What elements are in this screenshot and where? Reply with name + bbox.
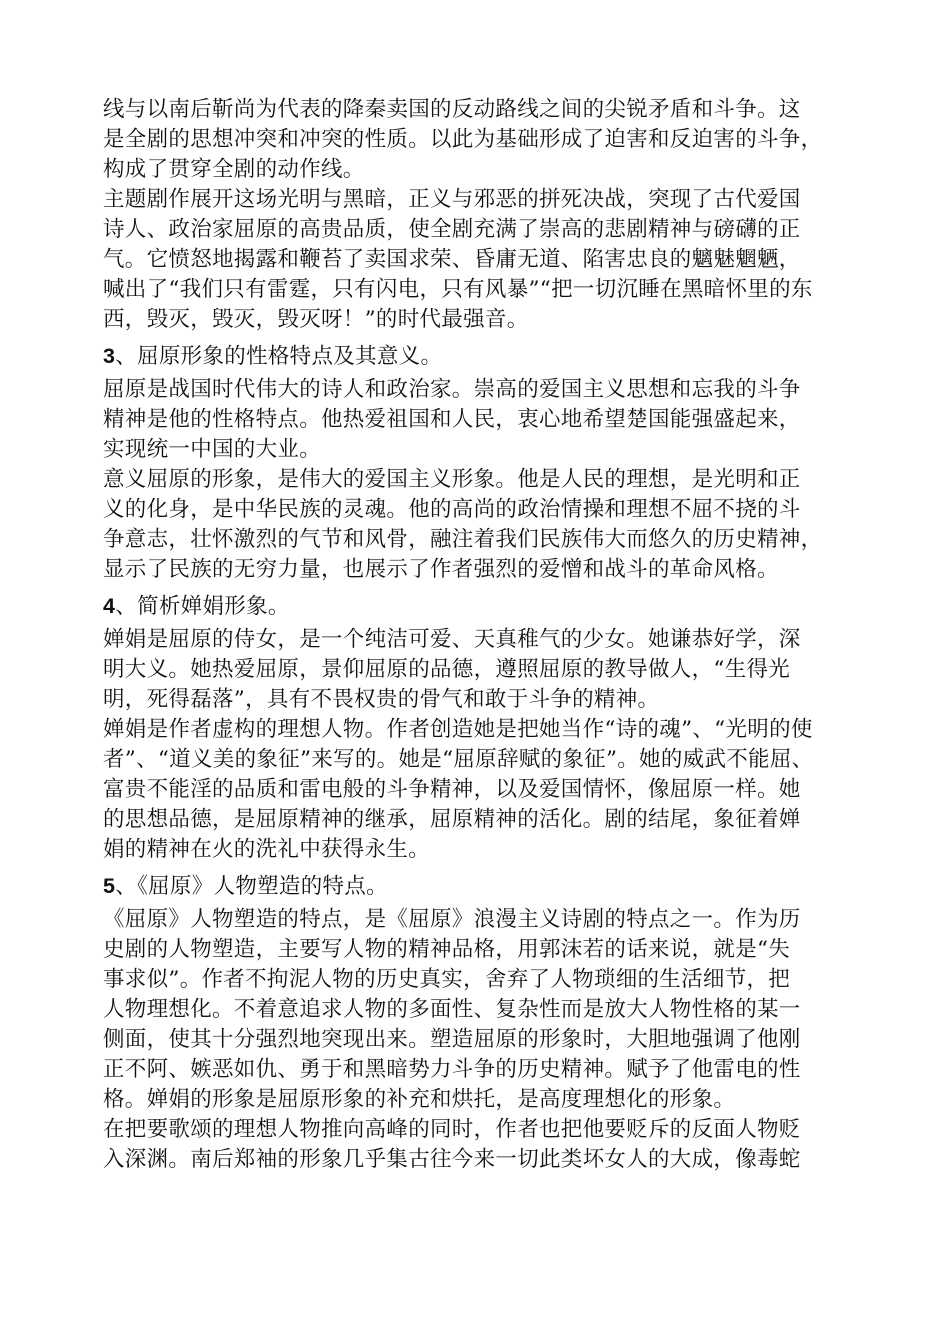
text-line: 富贵不能淫的品质和雷电般的斗争精神，以及爱国情怀，像屈原一样。她 [103,777,801,802]
paragraph-chanjuan-intro [103,625,863,715]
text-line: 构成了贯穿全剧的动作线。 [103,157,365,182]
text-line: 人物理想化。不着意追求人物的多面性、复杂性而是放大人物性格的某一 [103,997,801,1022]
text-line: 在把要歌颂的理想人物推向高峰的同时，作者也把他要贬斥的反面人物贬 [103,1117,801,1142]
text-line: 格。婵娟的形象是屈原形象的补充和烘托，是高度理想化的形象。 [103,1087,736,1112]
section-title: 、《屈原》人物塑造的特点。 [115,874,388,899]
text-line: 喊出了“我们只有雷霆，只有闪电，只有风暴”“把一切沉睡在黑暗怀里的东 [103,277,813,302]
text-line: 入深渊。南后郑袖的形象几乎集古往今来一切此类坏女人的大成，像毒蛇 [103,1147,801,1172]
text-line: 西，毁灭，毁灭，毁灭呀！”的时代最强音。 [103,307,529,332]
section-heading-3 [103,341,863,371]
section-number: 5 [103,874,116,898]
paragraph-characterization [103,905,863,1115]
text-line: 正不阿、嫉恶如仇、勇于和黑暗势力斗争的历史精神。赋予了他雷电的性 [103,1057,801,1082]
section-heading-4 [103,591,863,621]
text-line: 《屈原》人物塑造的特点，是《屈原》浪漫主义诗剧的特点之一。作为历 [103,907,801,932]
section-title: 、屈原形象的性格特点及其意义。 [115,344,443,369]
text-line: 者”、“道义美的象征”来写的。她是“屈原辞赋的象征”。她的威武不能屈、 [103,747,814,772]
text-line: 明大义。她热爱屈原，景仰屈原的品德，遵照屈原的教导做人，“生得光 [103,657,791,682]
text-line: 娟的精神在火的洗礼中获得永生。 [103,837,431,862]
text-line: 的思想品德，是屈原精神的继承，屈原精神的活化。剧的结尾，象征着婵 [103,807,801,832]
text-line: 显示了民族的无穷力量，也展示了作者强烈的爱憎和战斗的革命风格。 [103,557,779,582]
paragraph-quyuan-character [103,375,863,465]
text-line: 史剧的人物塑造，主要写人物的精神品格，用郭沫若的话来说，就是“失 [103,937,791,962]
text-line: 屈原是战国时代伟大的诗人和政治家。崇高的爱国主义思想和忘我的斗争 [103,377,801,402]
paragraph-chanjuan-ideal [103,715,863,865]
paragraph-intro-conflict [103,95,863,185]
section-number: 3 [103,344,116,368]
text-line: 精神是他的性格特点。他热爱祖国和人民，衷心地希望楚国能强盛起来， [103,407,801,432]
text-line: 婵娟是屈原的侍女，是一个纯洁可爱、天真稚气的少女。她谦恭好学，深 [103,627,801,652]
paragraph-villains [103,1115,863,1175]
paragraph-theme [103,185,863,335]
section-number: 4 [103,594,116,618]
text-line: 气。它愤怒地揭露和鞭苔了卖国求荣、昏庸无道、陷害忠良的魑魅魍魉， [103,247,801,272]
text-line: 争意志，壮怀激烈的气节和风骨，融注着我们民族伟大而悠久的历史精神， [103,527,823,552]
text-line: 婵娟是作者虚构的理想人物。作者创造她是把她当作“诗的魂”、“光明的使 [103,717,813,742]
text-line: 义的化身，是中华民族的灵魂。他的高尚的政治情操和理想不屈不挠的斗 [103,497,801,522]
section-title: 、简析婵娟形象。 [115,594,290,619]
text-line: 侧面，使其十分强烈地突现出来。塑造屈原的形象时，大胆地强调了他刚 [103,1027,801,1052]
paragraph-quyuan-significance [103,465,863,585]
text-line: 主题剧作展开这场光明与黑暗，正义与邪恶的拼死决战，突现了古代爱国 [103,187,801,212]
text-line: 明，死得磊落”，具有不畏权贵的骨气和敢于斗争的精神。 [103,687,660,712]
text-line: 线与以南后靳尚为代表的降秦卖国的反动路线之间的尖锐矛盾和斗争。这 [103,97,801,122]
document-page [103,95,863,1175]
text-line: 实现统一中国的大业。 [103,437,322,462]
text-line: 诗人、政治家屈原的高贵品质，使全剧充满了崇高的悲剧精神与磅礴的正 [103,217,801,242]
section-heading-5 [103,871,863,901]
text-line: 是全剧的思想冲突和冲突的性质。以此为基础形成了迫害和反迫害的斗争， [103,127,823,152]
text-line: 事求似”。作者不拘泥人物的历史真实，舍弃了人物琐细的生活细节，把 [103,967,791,992]
text-line: 意义屈原的形象，是伟大的爱国主义形象。他是人民的理想，是光明和正 [103,467,801,492]
